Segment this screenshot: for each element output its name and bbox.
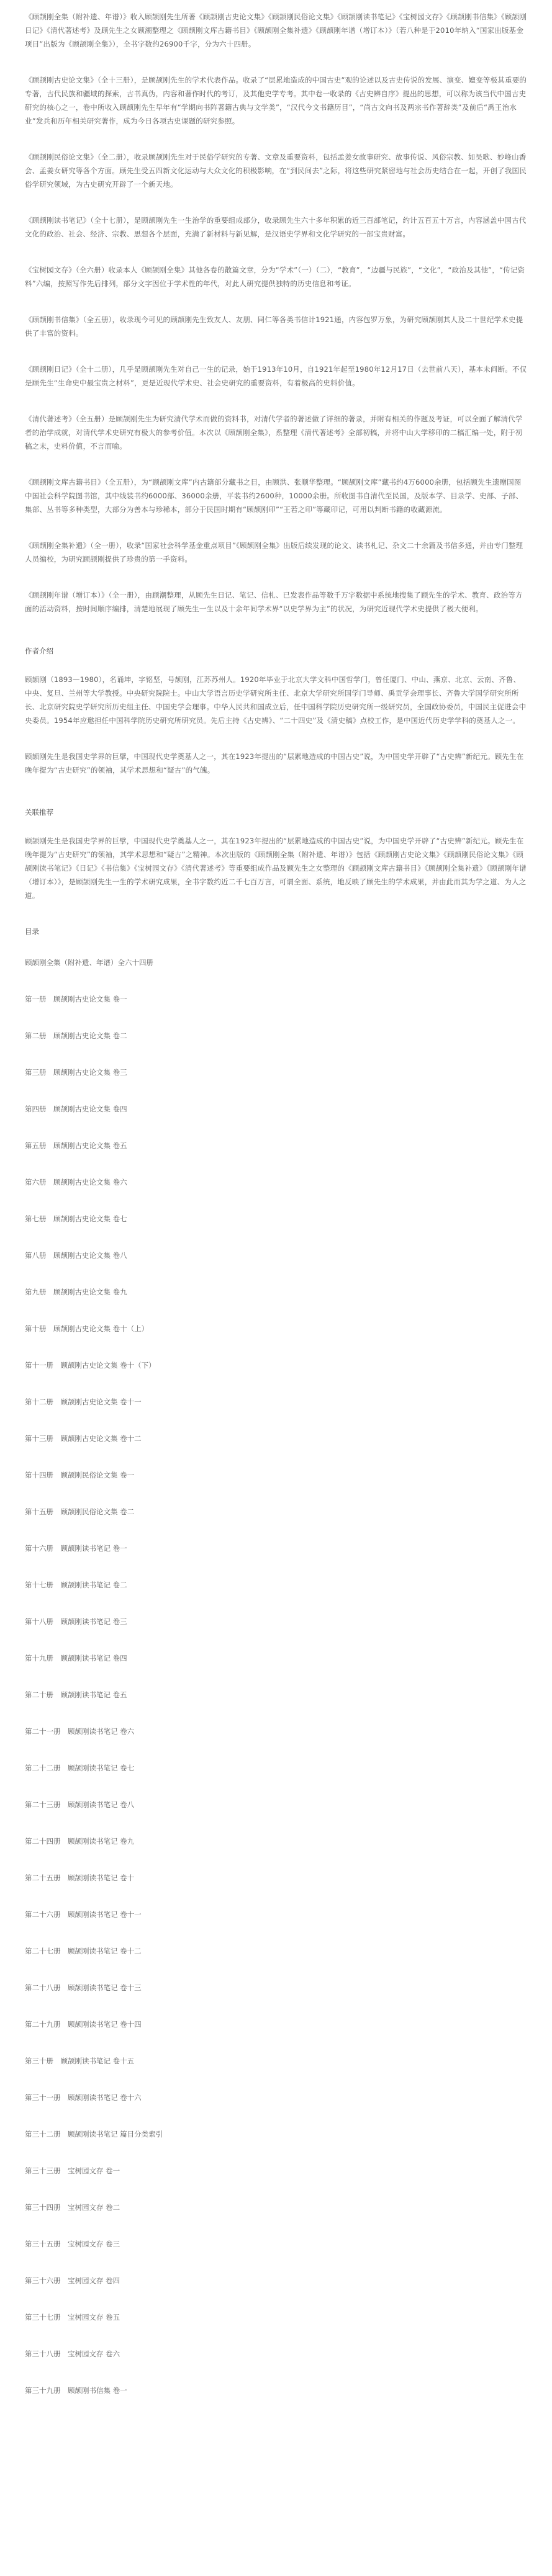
toc-item[interactable]: 第二十二册 顾颉刚读书笔记 卷七 — [25, 1764, 135, 1772]
toc-item[interactable]: 第三十册 顾颉刚读书笔记 卷十五 — [25, 2057, 135, 2065]
intro-paragraph: 《顾颉刚年谱（增订本）》（全一册），由顾潮整理，从顾先生日记、笔记、信札、已发表作品等数千万字数据中系统地搜集了顾先生的学术、教育、政治等方面的活动资料，按时间顺序编排，清楚地展现了顾先生一生以及十余年间学术界“以史学界为主”的状况，为研究近现代学术史提供了极大便利。 — [25, 591, 523, 613]
toc-item[interactable]: 第十七册 顾颉刚读书笔记 卷二 — [25, 1581, 127, 1589]
toc-item[interactable]: 第二册 顾颉刚古史论文集 卷二 — [25, 1031, 127, 1040]
toc-list — [25, 956, 527, 2397]
toc-section — [25, 925, 527, 2397]
toc-item[interactable]: 第八册 顾颉刚古史论文集 卷八 — [25, 1251, 127, 1260]
toc-item[interactable]: 第二十五册 顾颉刚读书笔记 卷十 — [25, 1874, 135, 1882]
toc-item[interactable]: 第二十六册 顾颉刚读书笔记 卷十一 — [25, 1910, 142, 1919]
author-paragraph: 顾颉刚先生是我国史学界的巨擘，中国现代史学奠基人之一，其在1923年提出的“层累地造成的中国古史”说，为中国史学开辟了“古史辨”新纪元。顾先生在晚年提为“古史研究”的领袖，其学术思想和“疑古”的气魄。 — [25, 752, 524, 774]
toc-item[interactable]: 第五册 顾颉刚古史论文集 卷五 — [25, 1141, 127, 1150]
intro-paragraph: 《宝树园文存》（全六册）收录本人《顾颉刚全集》其他各卷的散篇文章，分为“学术”（一）（二），“教育”，“边疆与民族”，“文化”，“政治及其他”，“传记资料”六编，按照写作先后排列，部分文字因位于学术性的年代，对此人研究提供独特的历史信息和考证。 — [25, 266, 525, 288]
toc-item[interactable]: 第二十一册 顾颉刚读书笔记 卷六 — [25, 1727, 135, 1736]
intro-paragraph: 《顾颉刚全集补遗》（全一册），收录“国家社会科学基金重点项目”《顾颉刚全集》出版后续发现的论文、读书札记、杂文二十余篇及书信多通，并由专门整理人员编校，为研究顾颉刚提供了珍贵的第一手资料。 — [25, 541, 523, 563]
intro-paragraph: 《顾颉刚古史论文集》（全十三册），是顾颉刚先生的学术代表作品。收录了“层累地造成的中国古史”观的论述以及古史传说的发展、演变、嬗变等极其重要的专著，古代民族和疆域的探索，古书真伪，内容和著作时代的考订，及其他史学专考。其中卷一收录的《古史辨自序》提出的思想，可以称为该当代中国古史研究的核心之一，卷中所收入顾颉刚先生早年有“学期向书阵著籍古典与文学类”，“汉代今文书籍历目”，“尚古文向书及两宗书作著辞类”及前后“禹王治水业”发兵和历年相关研究著作，成为今日各项古史课题的研究参照。 — [25, 76, 527, 125]
toc-item[interactable]: 第十九册 顾颉刚读书笔记 卷四 — [25, 1654, 127, 1663]
toc-item[interactable]: 第三十四册 宝树园文存 卷二 — [25, 2203, 120, 2212]
toc-item[interactable]: 第三十八册 宝树园文存 卷六 — [25, 2349, 120, 2358]
author-paragraph: 顾颉刚（1893—1980），名诵坤，字铭坚，号颉刚，江苏苏州人。1920年毕业于北京大学文科中国哲学门，曾任厦门、中山、燕京、北京、云南、齐鲁、中央、复旦、兰州等大学教授。中央研究院院士。中山大学语言历史学研究所主任、北京大学研究所国学门导师、禹贡学会理事长、齐鲁大学国学研究所所长、北京研究院史学研究所历史组主任、中国史学会理事。中华人民共和国成立后，任中国科学院历史研究所一级研究员，全国政协委员，中国民主促进会中央委员。1954年应邀担任中国科学院历史研究所研究员。先后主持《古史辨》、“二十四史”及《清史稿》点校工作，是中国近代历史学学科的奠基人之一。 — [25, 675, 527, 725]
toc-item[interactable]: 第三十七册 宝树园文存 卷五 — [25, 2313, 120, 2322]
recommend-section — [25, 806, 527, 902]
author-section — [25, 644, 527, 777]
toc-item[interactable]: 第十二册 顾颉刚古史论文集 卷十一 — [25, 1398, 142, 1406]
toc-title: 目录 — [25, 927, 39, 936]
intro-paragraph: 《顾颉刚文库古籍书目》（全五册），为“顾颉刚文库”内古籍部分藏书之目，由顾洪、张顺华整理。“顾颉刚文库”藏书约4万6000余册，包括顾先生遗赠国图中国社会科学院图书馆，其中线装书约6000部、36000余册，平装书约2600种，10000余册。所收图书自清代至民国，及版本学、目录学、史部、子部、集部、丛书等多种类型，大部分为善本与珍稀本，部分于民国时期有“顾颉刚印”“王若之印”等藏印记，可用以判断书籍的收藏源流。 — [25, 478, 523, 514]
toc-item[interactable]: 第二十三册 顾颉刚读书笔记 卷八 — [25, 1800, 135, 1809]
toc-item[interactable]: 第十四册 顾颉刚民俗论文集 卷一 — [25, 1471, 135, 1479]
intro-section — [25, 10, 527, 616]
toc-item[interactable]: 第七册 顾颉刚古史论文集 卷七 — [25, 1214, 127, 1223]
toc-item[interactable]: 第三十六册 宝树园文存 卷四 — [25, 2276, 120, 2285]
intro-paragraph: 《顾颉刚书信集》（全五册），收录现今可见的顾颉刚先生致友人、友朋、同仁等各类书信计1921通，内容包罗万象，为研究顾颉刚其人及二十世纪学术史提供了丰富的资料。 — [25, 315, 523, 338]
toc-item[interactable]: 第四册 顾颉刚古史论文集 卷四 — [25, 1105, 127, 1113]
author-section-title: 作者介绍 — [25, 647, 53, 655]
toc-item[interactable]: 第二十四册 顾颉刚读书笔记 卷九 — [25, 1837, 135, 1846]
intro-paragraph: 《顾颉刚全集（附补遗、年谱）》收入顾颉刚先生所著《顾颉刚古史论文集》《顾颉刚民俗论文集》《顾颉刚读书笔记》《宝树园文存》《顾颉刚书信集》《顾颉刚日记》《清代著述考》及顾先生之女顾潮整理之《顾颉刚文库古籍书目》《顾颉刚全集补遗》《顾颉刚年谱（增订本）》（若八种是于2010年纳入“国家出版基金项目”出版为《顾颉刚全集》），全书字数约26900千字，分为六十四册。 — [25, 12, 527, 48]
toc-item[interactable]: 第三册 顾颉刚古史论文集 卷三 — [25, 1068, 127, 1077]
toc-item[interactable]: 第三十五册 宝树园文存 卷三 — [25, 2240, 120, 2248]
toc-item[interactable]: 第三十二册 顾颉刚读书笔记 篇目分类索引 — [25, 2130, 163, 2138]
toc-item[interactable]: 第三十一册 顾颉刚读书笔记 卷十六 — [25, 2093, 142, 2102]
toc-item[interactable]: 第十五册 顾颉刚民俗论文集 卷二 — [25, 1507, 135, 1516]
intro-paragraph: 《清代著述考》（全五册）是顾颉刚先生为研究清代学术而做的资料书，对清代学者的著述做了详细的著录，并附有相关的作题及考证，可以全面了解清代学者的治学成就，对清代学术史研究有极大的参考价值。本次以《顾颉刚全集》，系整理《清代著述考》全部初稿，并将中山大学移印的二稿汇编一处，附于初稿之末，史料价值，不言而喻。 — [25, 415, 523, 451]
toc-item[interactable]: 第二十八册 顾颉刚读书笔记 卷十三 — [25, 1983, 142, 1992]
toc-item[interactable]: 第三十九册 顾颉刚书信集 卷一 — [25, 2386, 127, 2395]
intro-paragraph: 《顾颉刚读书笔记》（全十七册），是顾颉刚先生一生治学的重要组成部分，收录顾先生六十多年积累的近三百部笔记，约计五百五十万言，内容涵盖中国古代文化的政治、社会、经济、宗教、思想各个层面，充满了新材料与新见解，是汉语史学界和文化学研究的一部宝贵财富。 — [25, 216, 527, 238]
toc-item[interactable]: 第二十九册 顾颉刚读书笔记 卷十四 — [25, 2020, 142, 2029]
intro-paragraph: 《顾颉刚日记》（全十二册），几乎是顾颉刚先生对自己一生的记录，始于1913年10月，自1921年起至1980年12月17日（去世前八天），基本未间断。不仅是顾先生“生命史中最宝贵之材料”，更是近现代学术史、社会史研究的重要资料，有着极高的史料价值。 — [25, 365, 527, 387]
intro-paragraph: 《顾颉刚民俗论文集》（全二册），收录顾颉刚先生对于民俗学研究的专著、文章及重要资料，包括孟姜女故事研究、故事传说、风俗宗教、如吴歌、妙峰山香会、孟姜女研究等各个方面。顾先生受五四新文化运动与大众文化的积极影响，在“到民间去”之际，将这些研究紧密地与社会历史结合在一起，开创了我国民俗学研究领域，为古史研究开辟了一个新天地。 — [25, 153, 527, 189]
toc-item[interactable]: 第十一册 顾颉刚古史论文集 卷十（下） — [25, 1361, 156, 1370]
toc-item[interactable]: 第十八册 顾颉刚读书笔记 卷三 — [25, 1617, 127, 1626]
toc-item[interactable]: 第一册 顾颉刚古史论文集 卷一 — [25, 995, 127, 1003]
toc-item[interactable]: 第十三册 顾颉刚古史论文集 卷十二 — [25, 1434, 142, 1443]
toc-item[interactable]: 第三十三册 宝树园文存 卷一 — [25, 2166, 120, 2175]
toc-item[interactable]: 第六册 顾颉刚古史论文集 卷六 — [25, 1178, 127, 1187]
toc-item[interactable]: 第十六册 顾颉刚读书笔记 卷一 — [25, 1544, 127, 1553]
toc-item[interactable]: 第十册 顾颉刚古史论文集 卷十（上） — [25, 1324, 149, 1333]
toc-item[interactable]: 第二十册 顾颉刚读书笔记 卷五 — [25, 1690, 127, 1699]
recommend-paragraph: 顾颉刚先生是我国史学界的巨擘，中国现代史学奠基人之一，其在1923年提出的“层累地造成的中国古史”说，为中国史学开辟了“古史辨”新纪元。顾先生在晚年提为“古史研究”的领袖，其学术思想和“疑古”之精神。本次出版的《顾颉刚全集（附补遗、年谱）》包括《顾颉刚古史论文集》《顾颉刚民俗论文集》《顾颉刚读书笔记》《日记》《书信集》《宝树园文存》《清代著述考》等重要组成作品及顾先生之女整理的《顾颉刚文库古籍书目》《顾颉刚全集补遗》《顾颉刚年谱（增订本）》，是顾颉刚先生一生的学术研究成果，全书字数约近二千七百万言，可谓全面、系统，地反映了顾先生的学术成果，并由此而其为学之道、为人之道。 — [25, 837, 527, 900]
recommend-section-title: 关联推荐 — [25, 808, 53, 817]
toc-item[interactable]: 顾颉刚全集（附补遗、年谱）全六十四册 — [25, 958, 153, 967]
toc-item[interactable]: 第九册 顾颉刚古史论文集 卷九 — [25, 1288, 127, 1296]
toc-item[interactable]: 第二十七册 顾颉刚读书笔记 卷十二 — [25, 1947, 142, 1955]
